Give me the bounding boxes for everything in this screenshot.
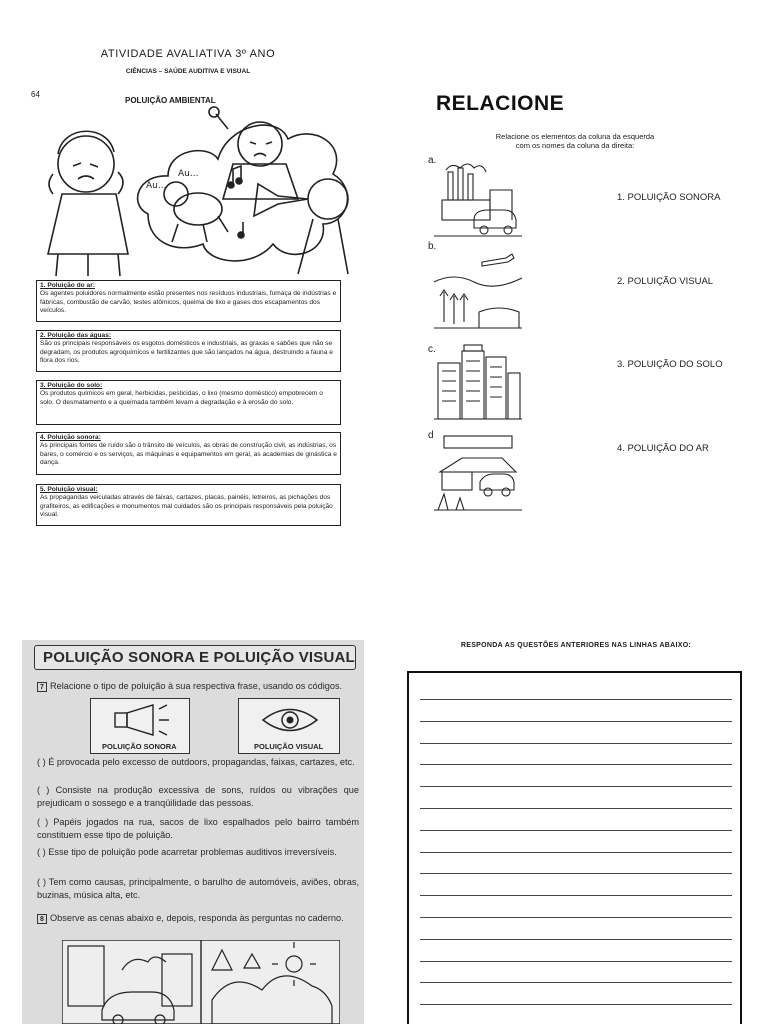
pollution-cartoon-illustration [28, 104, 358, 279]
dog-bark-text: Au... [146, 181, 167, 191]
info-box-noise-pollution [36, 432, 341, 475]
answer-line[interactable] [420, 1004, 732, 1005]
instruction-line: Relacione os elementos da coluna da esquerda [495, 132, 655, 141]
answer-line[interactable] [420, 961, 732, 962]
page-number: 64 [31, 90, 40, 99]
info-box-water-pollution [36, 330, 341, 372]
info-box-heading: 5. Poluição visual: [40, 486, 98, 493]
match-item: ( ) Tem como causas, principalmente, o barulho de automóveis, aviões, obras, buzinas, música alta, etc. [37, 877, 359, 900]
answer-line[interactable] [420, 939, 732, 940]
option-poluicao-solo: 3. POLUIÇÃO DO SOLO [617, 359, 723, 370]
answer-line[interactable] [420, 743, 732, 744]
relacione-title: RELACIONE [436, 92, 565, 115]
answer-line[interactable] [420, 808, 732, 809]
answer-box [407, 671, 742, 1024]
question-text: Observe as cenas abaixo e, depois, responda às perguntas no caderno. [50, 913, 344, 923]
question-7 [37, 680, 359, 693]
worksheet-title: ATIVIDADE AVALIATIVA 3º ANO [100, 48, 276, 60]
answer-line[interactable] [420, 830, 732, 831]
answer-line[interactable] [420, 764, 732, 765]
illustration-title: POLUIÇÃO AMBIENTAL [125, 96, 216, 105]
item-letter-b: b. [428, 241, 437, 252]
instruction-line: com os nomes da coluna da direita: [515, 141, 635, 150]
info-box-heading: 1. Poluição do ar: [40, 282, 95, 289]
info-box-heading: 2. Poluição das águas: [40, 332, 112, 339]
question-number-badge: 8 [37, 914, 47, 924]
street-traffic-picture [434, 432, 522, 512]
match-item: ( ) É provocada pelo excesso de outdoors, propagandas, faixas, cartazes, etc. [37, 757, 355, 767]
megaphone-icon [91, 699, 191, 741]
answer-line[interactable] [420, 699, 732, 700]
info-box-air-pollution [36, 280, 341, 322]
answer-line[interactable] [420, 982, 732, 983]
eye-icon [239, 699, 341, 741]
answer-line[interactable] [420, 917, 732, 918]
match-item: ( ) Esse tipo de poluição pode acarretar problemas auditivos irreversíveis. [37, 847, 337, 857]
label-poluicao-sonora: POLUIÇÃO SONORA [102, 742, 177, 751]
match-item: ( ) Consiste na produção excessiva de sons, ruídos ou vibrações que prejudicam o sossego e a tranqüilidade das pessoas. [37, 785, 359, 808]
answer-instructions: RESPONDA AS QUESTÕES ANTERIORES NAS LINHAS ABAIXO: [460, 642, 692, 649]
option-poluicao-sonora: 1. POLUIÇÃO SONORA [617, 192, 721, 203]
info-box-heading: 3. Poluição do solo: [40, 382, 103, 389]
info-box-visual-pollution [36, 484, 341, 526]
option-poluicao-ar: 4. POLUIÇÃO DO AR [617, 443, 709, 454]
question-text: Relacione o tipo de poluição à sua respectiva frase, usando os códigos. [50, 681, 343, 691]
info-box-text: Os produtos químicos em geral, herbicidas, pesticidas, o lixo (mesmo doméstico) empobrecem o solo. O desmatamento e a queimada também levam a degradação e à erosão do solo. [40, 390, 323, 406]
question-8 [37, 912, 359, 925]
answer-line[interactable] [420, 852, 732, 853]
item-letter-d: d [428, 430, 434, 441]
info-box-text: Os agentes poluidores normalmente estão presentes nos resíduos industriais, fumaça de indústrias e fábricas, combustão de carvão, testes atômicos, queima de lixo e gases dos escapamentos dos veículos. [40, 290, 337, 315]
item-letter-a: a. [428, 155, 437, 166]
info-box-text: As propagandas veiculadas através de faixas, cartazes, placas, painéis, letreiros, as pichações dos grafiteiros, as edificações e monumentos mal cuidados são os principais responsáveis pela poluição visual. [40, 494, 333, 519]
street-scenes-picture [62, 940, 340, 1024]
dog-bark-text: Au... [178, 169, 199, 179]
option-poluicao-visual: 2. POLUIÇÃO VISUAL [617, 276, 714, 287]
question-number-badge: 7 [37, 682, 47, 692]
match-item: ( ) Papéis jogados na rua, sacos de lixo espalhados pelo bairro também constituem esse tipo de poluição. [37, 817, 359, 840]
info-box-text: São os principais responsáveis os esgotos domésticos e industriais, as graxas e sabões que não se degradam, os produtos agroquímicos e fertilizantes que são lançados na água, destruindo a fauna e flora dos rios. [40, 340, 333, 365]
info-box-heading: 4. Poluição sonora: [40, 434, 101, 441]
answer-line[interactable] [420, 786, 732, 787]
answer-line[interactable] [420, 721, 732, 722]
answer-line[interactable] [420, 873, 732, 874]
worksheet-subtitle: CIÊNCIAS – SAÚDE AUDITIVA E VISUAL [125, 68, 251, 75]
landscape-plane-picture [434, 252, 522, 332]
answer-line[interactable] [420, 895, 732, 896]
relacione-instructions [430, 132, 720, 150]
city-buildings-picture [434, 343, 522, 423]
info-box-soil-pollution [36, 380, 341, 425]
section-header: POLUIÇÃO SONORA E POLUIÇÃO VISUAL [34, 645, 356, 670]
factory-smoke-picture [434, 160, 522, 240]
item-letter-c: c. [428, 344, 436, 355]
label-poluicao-visual: POLUIÇÃO VISUAL [254, 742, 324, 751]
info-box-text: As principais fontes de ruído são o trânsito de veículos, as obras de construção civil, as indústrias, os bares, o comércio e os serviços, as máquinas e equipamentos em geral, as academias de ginástica e dança. [40, 442, 337, 467]
